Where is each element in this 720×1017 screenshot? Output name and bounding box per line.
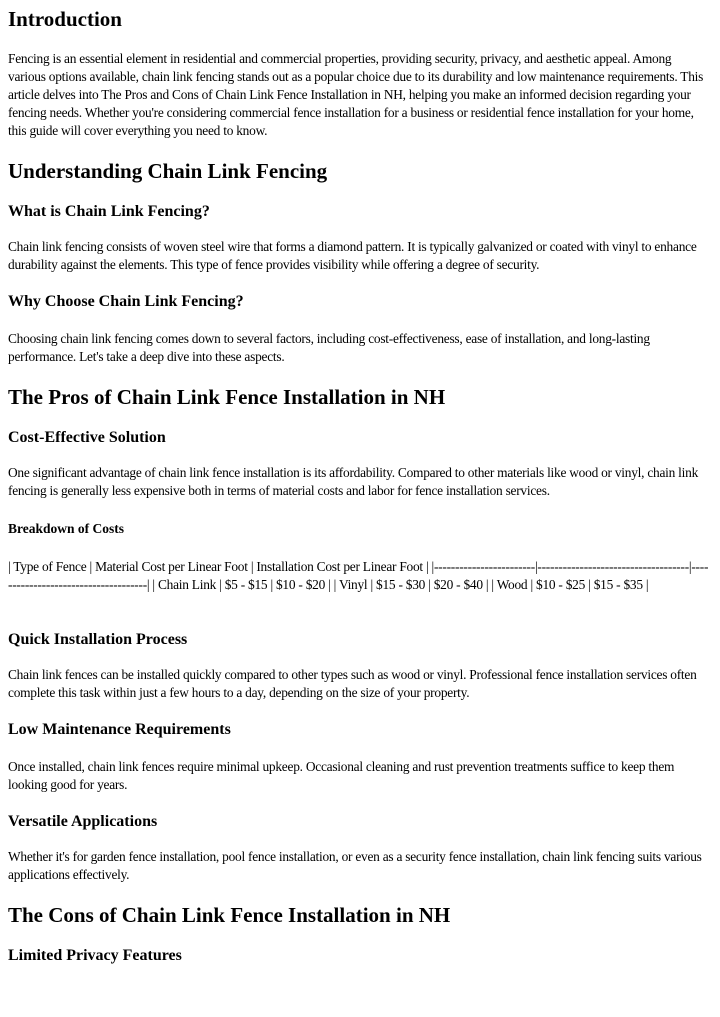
low-maintenance-paragraph: Once installed, chain link fences require minimal upkeep. Occasional cleaning and rust prevention treatments suffice to keep them looking good for years.: [8, 759, 675, 792]
why-choose-paragraph: Choosing chain link fencing comes down to several factors, including cost-effectiveness, ease of installation, and long-lasting performance. Let's take a deep dive into these aspects.: [8, 331, 650, 364]
cons-heading: The Cons of Chain Link Fence Installation in NH: [8, 903, 451, 927]
breakdown-heading: Breakdown of Costs: [8, 521, 125, 536]
what-is-heading: What is Chain Link Fencing?: [8, 203, 210, 220]
pros-heading: The Pros of Chain Link Fence Installation in NH: [8, 385, 446, 409]
cost-paragraph: One significant advantage of chain link fence installation is its affordability. Compared to other materials like wood or vinyl, chain link fencing is generally less expensive both in terms of material costs and labor for fence installation services.: [8, 465, 699, 498]
versatile-heading: Versatile Applications: [8, 813, 158, 830]
cost-heading: Cost-Effective Solution: [8, 429, 166, 446]
what-is-paragraph: Chain link fencing consists of woven steel wire that forms a diamond pattern. It is typically galvanized or coated with vinyl to enhance durability against the elements. This type of fence provides visibility while offering a degree of security.: [8, 239, 697, 272]
versatile-paragraph: Whether it's for garden fence installation, pool fence installation, or even as a security fence installation, chain link fencing suits various applications effectively.: [8, 849, 702, 882]
intro-heading: Introduction: [8, 7, 122, 31]
breakdown-table-text: | Type of Fence | Material Cost per Linear Foot | Installation Cost per Linear Foot | |------------------------|------------------------------------|-------------------------------------| | Chain Link | $5 - $15 | $10 - $20 | | Vinyl | $15 - $30 | $20 - $40 | | Wood | $10 - $25 | $15 - $35 |: [8, 559, 709, 592]
understanding-heading: Understanding Chain Link Fencing: [8, 159, 328, 183]
intro-paragraph: Fencing is an essential element in residential and commercial properties, providing security, privacy, and aesthetic appeal. Among various options available, chain link fencing stands out as a popular choice due to its durability and low maintenance requirements. This article delves into The Pros and Cons of Chain Link Fence Installation in NH, helping you make an informed decision regarding your fencing needs. Whether you're considering commercial fence installation for a business or residential fence installation for your home, this guide will cover everything you need to know.: [8, 51, 704, 138]
quick-heading: Quick Installation Process: [8, 631, 188, 648]
low-maintenance-heading: Low Maintenance Requirements: [8, 721, 231, 738]
quick-paragraph: Chain link fences can be installed quickly compared to other types such as wood or vinyl. Professional fence installation services often complete this task within just a few hours to a day, depending on the size of your property.: [8, 667, 697, 700]
why-choose-heading: Why Choose Chain Link Fencing?: [8, 293, 244, 310]
limited-privacy-heading: Limited Privacy Features: [8, 947, 182, 964]
